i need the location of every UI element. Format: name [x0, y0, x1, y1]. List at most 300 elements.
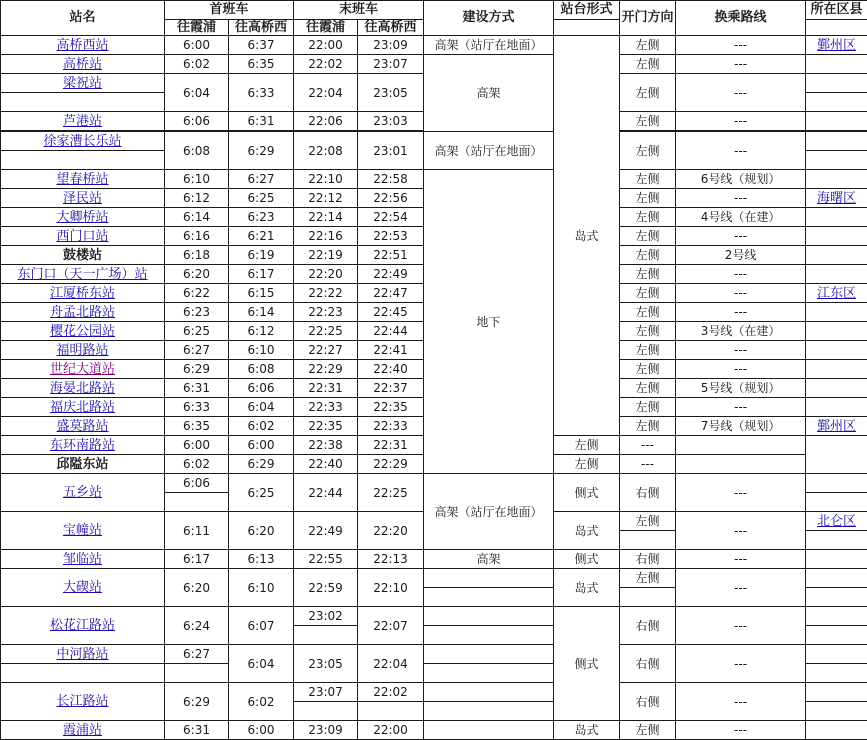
- station-name[interactable]: [1, 607, 165, 645]
- transfer-lines: ---: [676, 645, 806, 683]
- transfer-lines: ---: [620, 436, 676, 455]
- station-name[interactable]: [1, 55, 165, 74]
- last-to-xiapu: 22:14: [294, 208, 358, 227]
- last-to-gaoqiaoxi: 22:13: [358, 550, 424, 569]
- last-to-gaoqiaoxi: 22:37: [358, 379, 424, 398]
- first-to-xiapu: 6:20: [165, 569, 229, 607]
- transfer-lines: ---: [620, 455, 676, 474]
- station-name-blank: [1, 664, 165, 683]
- transfer-lines: ---: [676, 360, 806, 379]
- district-cell-blank: [806, 360, 867, 379]
- first-to-xiapu: 6:04: [165, 74, 229, 112]
- station-link[interactable]: 望春桥站: [56, 171, 109, 187]
- first-to-xiapu: 6:24: [165, 607, 229, 645]
- first-to-xiapu: 6:00: [165, 436, 229, 455]
- station-link[interactable]: 邹临站: [62, 551, 102, 567]
- station-name[interactable]: [1, 208, 165, 227]
- station-name[interactable]: [1, 322, 165, 341]
- door-side: 左侧: [620, 36, 676, 55]
- transfer-lines: ---: [676, 265, 806, 284]
- door-side: 左侧: [620, 303, 676, 322]
- door-side: 右侧: [620, 550, 676, 569]
- first-to-xiapu: 6:16: [165, 227, 229, 246]
- header-first-to-xiapu: 往霞浦: [165, 20, 229, 36]
- last-to-gaoqiaoxi: 22:41: [358, 341, 424, 360]
- station-name[interactable]: [1, 303, 165, 322]
- door-side: 左侧: [620, 132, 676, 170]
- district-cell-blank: [806, 227, 867, 246]
- station-name[interactable]: [1, 360, 165, 379]
- district-cell-blank: [806, 664, 867, 683]
- station-link[interactable]: 中河路站: [56, 646, 109, 662]
- last-to-gaoqiaoxi: 22:51: [358, 246, 424, 265]
- door-side: 左侧: [620, 265, 676, 284]
- first-to-xiapu: 6:06: [165, 112, 229, 131]
- first-to-gaoqiaoxi: 6:35: [229, 55, 294, 74]
- construction-cell-blank: [424, 588, 554, 607]
- first-to-xiapu: 6:35: [165, 417, 229, 436]
- first-to-gaoqiaoxi: 6:31: [229, 112, 294, 131]
- last-to-gaoqiaoxi: 23:07: [358, 55, 424, 74]
- last-to-xiapu: 22:29: [294, 360, 358, 379]
- district-cell-blank: [806, 151, 867, 170]
- station-name[interactable]: [1, 721, 165, 740]
- first-to-xiapu: 6:12: [165, 189, 229, 208]
- last-to-gaoqiaoxi: 22:00: [358, 721, 424, 740]
- construction-cell-blank: [424, 664, 554, 683]
- district-cell[interactable]: [806, 36, 867, 55]
- district-link[interactable]: 海曙区: [817, 190, 857, 206]
- district-cell-blank: [806, 208, 867, 227]
- first-to-gaoqiaoxi: 6:20: [229, 512, 294, 550]
- last-to-gaoqiaoxi: 22:10: [358, 569, 424, 607]
- station-name[interactable]: [1, 189, 165, 208]
- first-to-xiapu-blank: [165, 493, 229, 512]
- district-cell-blank: [806, 112, 867, 131]
- transfer-lines: 5号线（规划）: [676, 379, 806, 398]
- station-name[interactable]: [1, 265, 165, 284]
- construction-cell-blank: [424, 626, 554, 645]
- station-link[interactable]: 宝幢站: [62, 523, 102, 538]
- station-name[interactable]: [1, 474, 165, 512]
- first-to-xiapu: 6:00: [165, 36, 229, 55]
- door-side: 左侧: [620, 246, 676, 265]
- first-to-xiapu: 6:18: [165, 246, 229, 265]
- station-link[interactable]: 樱花公园站: [49, 323, 115, 339]
- last-to-gaoqiaoxi: 22:40: [358, 360, 424, 379]
- last-to-xiapu: 22:27: [294, 341, 358, 360]
- last-to-xiapu: 22:19: [294, 246, 358, 265]
- construction-cell: 地下: [424, 170, 554, 474]
- station-link[interactable]: 福明路站: [56, 342, 109, 358]
- platform-cell: 岛式: [554, 569, 620, 607]
- transfer-lines: ---: [676, 607, 806, 645]
- platform-cell: 岛式: [554, 512, 620, 550]
- district-link[interactable]: 鄞州区: [817, 418, 857, 434]
- door-side: 左侧: [554, 436, 620, 455]
- last-to-xiapu: 22:10: [294, 170, 358, 189]
- door-side: 左侧: [620, 284, 676, 303]
- last-to-gaoqiaoxi: 22:58: [358, 170, 424, 189]
- transfer-lines: ---: [676, 512, 806, 550]
- door-side: 右侧: [620, 607, 676, 645]
- station-label: 邱隘东站: [56, 456, 109, 472]
- construction-cell-blank: [424, 645, 554, 664]
- construction-cell: 高架: [424, 550, 554, 569]
- district-link[interactable]: 江东区: [817, 285, 857, 301]
- last-to-gaoqiaoxi-blank: [358, 702, 424, 721]
- construction-cell: 高架（站厅在地面）: [424, 474, 554, 550]
- station-name[interactable]: [1, 36, 165, 55]
- transfer-lines: ---: [676, 569, 806, 607]
- station-link[interactable]: 霞浦站: [62, 722, 102, 738]
- district-cell-blank: [806, 341, 867, 360]
- station-link[interactable]: 盛莫路站: [56, 418, 109, 434]
- station-name[interactable]: [1, 645, 165, 664]
- header-construction: 建设方式: [424, 1, 554, 36]
- district-cell-blank: [806, 132, 867, 151]
- transfer-lines: ---: [676, 36, 806, 55]
- platform-cell: 岛式: [554, 36, 620, 436]
- transfer-lines: 2号线: [676, 246, 806, 265]
- first-to-gaoqiaoxi: 6:10: [229, 569, 294, 607]
- last-to-gaoqiaoxi: 22:04: [358, 645, 424, 683]
- first-to-gaoqiaoxi: 6:29: [229, 455, 294, 474]
- first-to-gaoqiaoxi: 6:08: [229, 360, 294, 379]
- door-side: 左侧: [620, 341, 676, 360]
- last-to-xiapu: 22:59: [294, 569, 358, 607]
- first-to-gaoqiaoxi: 6:06: [229, 379, 294, 398]
- first-to-xiapu: 6:17: [165, 550, 229, 569]
- door-side: 左侧: [620, 360, 676, 379]
- first-to-gaoqiaoxi: 6:12: [229, 322, 294, 341]
- first-to-gaoqiaoxi: 6:17: [229, 265, 294, 284]
- transfer-lines: ---: [676, 74, 806, 112]
- platform-cell: 侧式: [554, 607, 620, 721]
- door-side: 左侧: [554, 455, 620, 474]
- last-to-xiapu-blank: [294, 702, 358, 721]
- platform-cell: 岛式: [554, 721, 620, 740]
- district-cell-blank: [806, 645, 867, 664]
- first-to-xiapu: 6:27: [165, 645, 229, 664]
- door-side: 左侧: [620, 74, 676, 112]
- station-name[interactable]: [1, 341, 165, 360]
- station-link[interactable]: 高桥站: [62, 56, 102, 72]
- last-to-gaoqiaoxi: 22:07: [358, 607, 424, 645]
- last-to-xiapu: 22:22: [294, 284, 358, 303]
- transfer-lines: ---: [676, 112, 806, 131]
- district-cell[interactable]: [806, 512, 867, 531]
- door-side: 右侧: [620, 474, 676, 512]
- station-link[interactable]: 江厦桥东站: [49, 285, 115, 301]
- transfer-lines: 3号线（在建）: [676, 322, 806, 341]
- door-side: 左侧: [620, 721, 676, 740]
- last-to-gaoqiaoxi: 22:49: [358, 265, 424, 284]
- last-to-xiapu: 22:40: [294, 455, 358, 474]
- first-to-xiapu: 6:29: [165, 683, 229, 721]
- district-cell[interactable]: [806, 189, 867, 208]
- station-link[interactable]: 徐家漕长乐站: [43, 133, 122, 149]
- door-side: 左侧: [620, 569, 676, 588]
- transfer-lines: ---: [676, 189, 806, 208]
- last-to-gaoqiaoxi: 22:44: [358, 322, 424, 341]
- transfer-lines: ---: [676, 341, 806, 360]
- station-link[interactable]: 舟孟北路站: [49, 304, 115, 320]
- district-cell[interactable]: [806, 284, 867, 303]
- station-link[interactable]: 东门口（天一广场）站: [17, 266, 148, 282]
- header-last-train: 末班车: [294, 1, 424, 20]
- last-to-xiapu: 22:12: [294, 189, 358, 208]
- last-to-xiapu: 22:06: [294, 112, 358, 131]
- last-to-gaoqiaoxi: 22:54: [358, 208, 424, 227]
- door-side: 左侧: [620, 170, 676, 189]
- first-to-xiapu: 6:02: [165, 55, 229, 74]
- station-name[interactable]: [1, 436, 165, 455]
- station-link[interactable]: 世纪大道站: [49, 361, 115, 377]
- last-to-gaoqiaoxi: 22:29: [358, 455, 424, 474]
- transfer-lines: 4号线（在建）: [676, 208, 806, 227]
- first-to-gaoqiaoxi: 6:15: [229, 284, 294, 303]
- transfer-lines: ---: [676, 284, 806, 303]
- first-to-xiapu-blank: [165, 664, 229, 683]
- station-name[interactable]: [1, 227, 165, 246]
- door-side: 左侧: [620, 189, 676, 208]
- station-link[interactable]: 泽民站: [62, 190, 102, 206]
- district-cell-blank: [806, 683, 867, 702]
- station-link[interactable]: 大卿桥站: [56, 209, 109, 225]
- construction-cell-blank: [424, 569, 554, 588]
- district-cell-blank: [806, 74, 867, 93]
- construction-cell: 高架（站厅在地面）: [424, 132, 554, 170]
- last-to-xiapu: 22:49: [294, 512, 358, 550]
- last-to-xiapu: 22:16: [294, 227, 358, 246]
- first-to-gaoqiaoxi: 6:04: [229, 645, 294, 683]
- first-to-xiapu: 6:08: [165, 132, 229, 170]
- first-to-gaoqiaoxi: 6:07: [229, 607, 294, 645]
- door-side: 左侧: [620, 398, 676, 417]
- station-link[interactable]: 大碶站: [62, 580, 102, 595]
- first-to-gaoqiaoxi: 6:33: [229, 74, 294, 112]
- last-to-xiapu: 22:23: [294, 303, 358, 322]
- first-to-gaoqiaoxi: 6:25: [229, 189, 294, 208]
- station-link[interactable]: 五乡站: [62, 485, 102, 500]
- last-to-xiapu: 22:31: [294, 379, 358, 398]
- last-to-gaoqiaoxi: 23:03: [358, 112, 424, 131]
- district-cell-blank: [806, 550, 867, 569]
- transfer-lines: ---: [676, 683, 806, 721]
- last-to-gaoqiaoxi: 22:53: [358, 227, 424, 246]
- last-to-xiapu: 23:05: [294, 645, 358, 683]
- district-cell-blank: [806, 569, 867, 588]
- last-to-xiapu: 22:04: [294, 74, 358, 112]
- last-to-xiapu: 22:20: [294, 265, 358, 284]
- header-platform-blank: [554, 20, 620, 36]
- door-side: 左侧: [620, 55, 676, 74]
- last-to-xiapu: 23:09: [294, 721, 358, 740]
- district-cell-blank: [806, 55, 867, 74]
- door-side: 左侧: [620, 208, 676, 227]
- station-name[interactable]: [1, 170, 165, 189]
- district-cell-blank: [806, 607, 867, 626]
- last-to-xiapu: 22:44: [294, 474, 358, 512]
- door-side: 左侧: [620, 512, 676, 531]
- last-to-gaoqiaoxi: 22:25: [358, 474, 424, 512]
- first-to-xiapu: 6:27: [165, 341, 229, 360]
- district-cell-blank: [806, 246, 867, 265]
- first-to-gaoqiaoxi: 6:13: [229, 550, 294, 569]
- station-link[interactable]: 长江路站: [56, 694, 109, 709]
- header-platform: 站台形式: [554, 1, 620, 20]
- station-name[interactable]: [1, 550, 165, 569]
- station-name[interactable]: [1, 112, 165, 131]
- station-name: [1, 246, 165, 265]
- transfer-lines: ---: [676, 132, 806, 170]
- last-to-gaoqiaoxi: 22:20: [358, 512, 424, 550]
- first-to-gaoqiaoxi: 6:02: [229, 683, 294, 721]
- last-to-gaoqiaoxi: 22:56: [358, 189, 424, 208]
- station-name[interactable]: [1, 379, 165, 398]
- transfer-lines: ---: [676, 721, 806, 740]
- district-cell-blank: [806, 398, 867, 417]
- first-to-xiapu: 6:25: [165, 322, 229, 341]
- header-first-to-gaoqiaoxi: 往高桥西: [229, 20, 294, 36]
- district-cell-blank: [806, 474, 867, 493]
- station-name[interactable]: [1, 74, 165, 93]
- last-to-xiapu: 22:38: [294, 436, 358, 455]
- district-cell-blank: [806, 170, 867, 189]
- door-side-blank: [620, 531, 676, 550]
- first-to-gaoqiaoxi: 6:04: [229, 398, 294, 417]
- station-name[interactable]: [1, 569, 165, 607]
- station-link[interactable]: 西门口站: [56, 228, 109, 244]
- station-link[interactable]: 梁祝站: [62, 75, 102, 91]
- first-to-xiapu: 6:06: [165, 474, 229, 493]
- first-to-gaoqiaoxi: 6:10: [229, 341, 294, 360]
- district-cell-blank: [806, 322, 867, 341]
- station-name[interactable]: [1, 512, 165, 550]
- door-side: 左侧: [620, 417, 676, 436]
- last-to-gaoqiaoxi: 22:45: [358, 303, 424, 322]
- station-link[interactable]: 东环南路站: [49, 437, 115, 453]
- door-side: 右侧: [620, 683, 676, 721]
- station-link[interactable]: 福庆北路站: [49, 399, 115, 415]
- header-door: 开门方向: [620, 1, 676, 36]
- transfer-lines: ---: [676, 55, 806, 74]
- header-district: 所在区县: [806, 1, 867, 20]
- station-name[interactable]: [1, 398, 165, 417]
- construction-cell-blank: [424, 683, 554, 702]
- first-to-xiapu: 6:10: [165, 170, 229, 189]
- district-cell-blank: [676, 436, 806, 455]
- district-cell-blank: [806, 493, 867, 512]
- last-to-gaoqiaoxi: 23:01: [358, 132, 424, 170]
- construction-cell-blank: [424, 702, 554, 721]
- station-name: [1, 455, 165, 474]
- last-to-xiapu: 23:07: [294, 683, 358, 702]
- station-link[interactable]: 松花江路站: [49, 618, 115, 633]
- district-cell[interactable]: [806, 417, 867, 436]
- transfer-lines: 7号线（规划）: [676, 417, 806, 436]
- first-to-xiapu: 6:33: [165, 398, 229, 417]
- last-to-gaoqiaoxi: 22:35: [358, 398, 424, 417]
- door-side: 右侧: [620, 645, 676, 683]
- last-to-gaoqiaoxi: 22:47: [358, 284, 424, 303]
- last-to-xiapu: 22:08: [294, 132, 358, 170]
- header-transfer: 换乘路线: [676, 1, 806, 36]
- district-cell-blank: [806, 588, 867, 607]
- header-district-blank: [806, 20, 867, 36]
- first-to-gaoqiaoxi: 6:27: [229, 170, 294, 189]
- last-to-xiapu: 22:33: [294, 398, 358, 417]
- first-to-gaoqiaoxi: 6:00: [229, 436, 294, 455]
- station-link[interactable]: 海晏北路站: [49, 380, 115, 396]
- last-to-gaoqiaoxi: 22:31: [358, 436, 424, 455]
- header-last-to-gaoqiaoxi: 往高桥西: [358, 20, 424, 36]
- district-cell-blank: [806, 379, 867, 398]
- station-name[interactable]: [1, 417, 165, 436]
- platform-cell: 侧式: [554, 550, 620, 569]
- district-cell-blank: [806, 626, 867, 645]
- station-name-blank: [1, 93, 165, 112]
- first-to-gaoqiaoxi: 6:25: [229, 474, 294, 512]
- transfer-lines: 6号线（规划）: [676, 170, 806, 189]
- station-name[interactable]: [1, 132, 165, 151]
- station-label: 鼓楼站: [62, 247, 102, 263]
- station-link[interactable]: 芦港站: [62, 113, 102, 129]
- station-name[interactable]: [1, 683, 165, 721]
- construction-cell: 高架（站厅在地面）: [424, 36, 554, 55]
- door-side-blank: [620, 588, 676, 607]
- first-to-xiapu: 6:29: [165, 360, 229, 379]
- last-to-xiapu: 22:25: [294, 322, 358, 341]
- station-link[interactable]: 高桥西站: [56, 37, 109, 53]
- first-to-gaoqiaoxi: 6:37: [229, 36, 294, 55]
- last-to-xiapu: 22:02: [294, 55, 358, 74]
- district-cell-blank: [806, 93, 867, 112]
- first-to-xiapu: 6:11: [165, 512, 229, 550]
- district-cell-blank: [676, 455, 806, 474]
- transfer-lines: ---: [676, 303, 806, 322]
- header-station: 站名: [1, 1, 165, 36]
- station-name[interactable]: [1, 284, 165, 303]
- transfer-lines: ---: [676, 474, 806, 512]
- first-to-gaoqiaoxi: 6:19: [229, 246, 294, 265]
- first-to-xiapu: 6:31: [165, 379, 229, 398]
- district-cell-blank: [806, 303, 867, 322]
- last-to-gaoqiaoxi: 22:33: [358, 417, 424, 436]
- last-to-xiapu: 23:02: [294, 607, 358, 626]
- construction-cell: 高架: [424, 55, 554, 132]
- first-to-xiapu: 6:31: [165, 721, 229, 740]
- district-link[interactable]: 北仑区: [817, 513, 857, 529]
- door-side: 左侧: [620, 379, 676, 398]
- transfer-lines: ---: [676, 550, 806, 569]
- construction-cell-blank: [424, 607, 554, 626]
- last-to-xiapu: 22:00: [294, 36, 358, 55]
- door-side: 左侧: [620, 322, 676, 341]
- last-to-xiapu: 22:35: [294, 417, 358, 436]
- header-last-to-xiapu: 往霞浦: [294, 20, 358, 36]
- first-to-gaoqiaoxi: 6:14: [229, 303, 294, 322]
- district-cell-blank: [806, 265, 867, 284]
- last-to-gaoqiaoxi: 23:05: [358, 74, 424, 112]
- station-name-blank: [1, 151, 165, 170]
- first-to-xiapu: 6:22: [165, 284, 229, 303]
- first-to-gaoqiaoxi: 6:02: [229, 417, 294, 436]
- transfer-lines: ---: [676, 227, 806, 246]
- district-link[interactable]: 鄞州区: [817, 37, 857, 53]
- first-to-xiapu: 6:20: [165, 265, 229, 284]
